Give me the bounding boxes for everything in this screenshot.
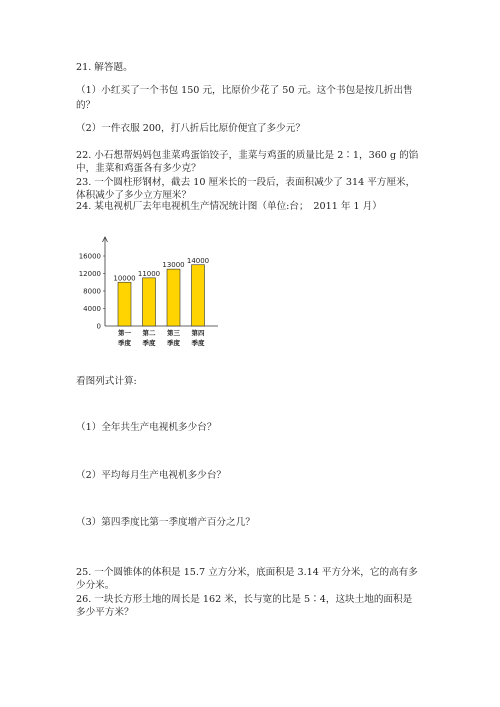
bar-2 — [143, 278, 156, 326]
x-tick-label-line2: 季度 — [191, 339, 205, 347]
bar-value-label: 14000 — [186, 256, 210, 265]
y-tick-label: 8000 — [83, 287, 101, 296]
y-tick-label: 4000 — [83, 305, 101, 313]
q21-sub2: （2）一件衣服 200，打八折后比原价便宜了多少元？ — [76, 123, 305, 134]
x-tick-label-line1: 第一 — [118, 329, 131, 337]
q22-line1: 22. 小石想帮妈妈包韭菜鸡蛋馅饺子，韭菜与鸡蛋的质量比是 2∶1，360 g 的馅 — [76, 150, 419, 161]
q21-sub1-cont: 的？ — [76, 100, 96, 111]
q24-title: 24. 某电视机厂去年电视机生产情况统计图（单位:台； 2011 年 1 月） — [76, 201, 382, 212]
q24-sub3: （3）第四季度比第一季度增产百分之几？ — [76, 517, 255, 528]
q21-sub1: （1）小红买了一个书包 150 元，比原价少花了 50 元。这个书包是按几折出售 — [76, 85, 413, 96]
bar-1 — [118, 282, 131, 326]
x-tick-label-line2: 季度 — [142, 339, 156, 347]
y-tick-label: 0 — [96, 322, 101, 331]
q24-sub2: （2）平均每月生产电视机多少台？ — [76, 470, 227, 481]
q24-instruction: 看图列式计算: — [76, 376, 137, 387]
bar-value-label: 13000 — [162, 261, 185, 270]
y-tick-label: 16000 — [78, 252, 101, 261]
bar-chart — [78, 228, 228, 353]
y-tick-label: 12000 — [78, 270, 101, 278]
x-tick-label-line1: 第三 — [167, 329, 180, 337]
q26-line2: 多少平方米？ — [76, 607, 134, 618]
x-tick-label-line1: 第二 — [142, 329, 156, 337]
q24-sub1: （1）全年共生产电视机多少台？ — [76, 422, 217, 433]
q26-line1: 26. 一块长方形土地的周长是 162 米，长与宽的比是 5∶4，这块土地的面积是 — [76, 594, 413, 605]
x-tick-label-line2: 季度 — [118, 339, 131, 347]
q23-line2: 体积减少了多少立方厘米？ — [76, 190, 192, 201]
bar-value-label: 11000 — [137, 269, 161, 278]
x-tick-label-line1: 第四 — [191, 329, 205, 337]
x-tick-label-line2: 季度 — [167, 339, 180, 347]
bar-4 — [192, 265, 205, 326]
q25-line2: 少分米。 — [76, 580, 115, 591]
q25-line1: 25. 一个圆锥体的体积是 15.7 立方分米，底面积是 3.14 平方分米，它的高有多 — [76, 567, 418, 578]
q21-title: 21. 解答题。 — [76, 62, 133, 73]
q22-line2: 中，韭菜和鸡蛋各有多少克？ — [76, 163, 201, 174]
bar-3 — [167, 269, 180, 326]
q23-line1: 23. 一个圆柱形钢材，截去 10 厘米长的一段后，表面积减少了 314 平方厘米， — [76, 177, 416, 188]
bar-value-label: 10000 — [113, 274, 136, 283]
